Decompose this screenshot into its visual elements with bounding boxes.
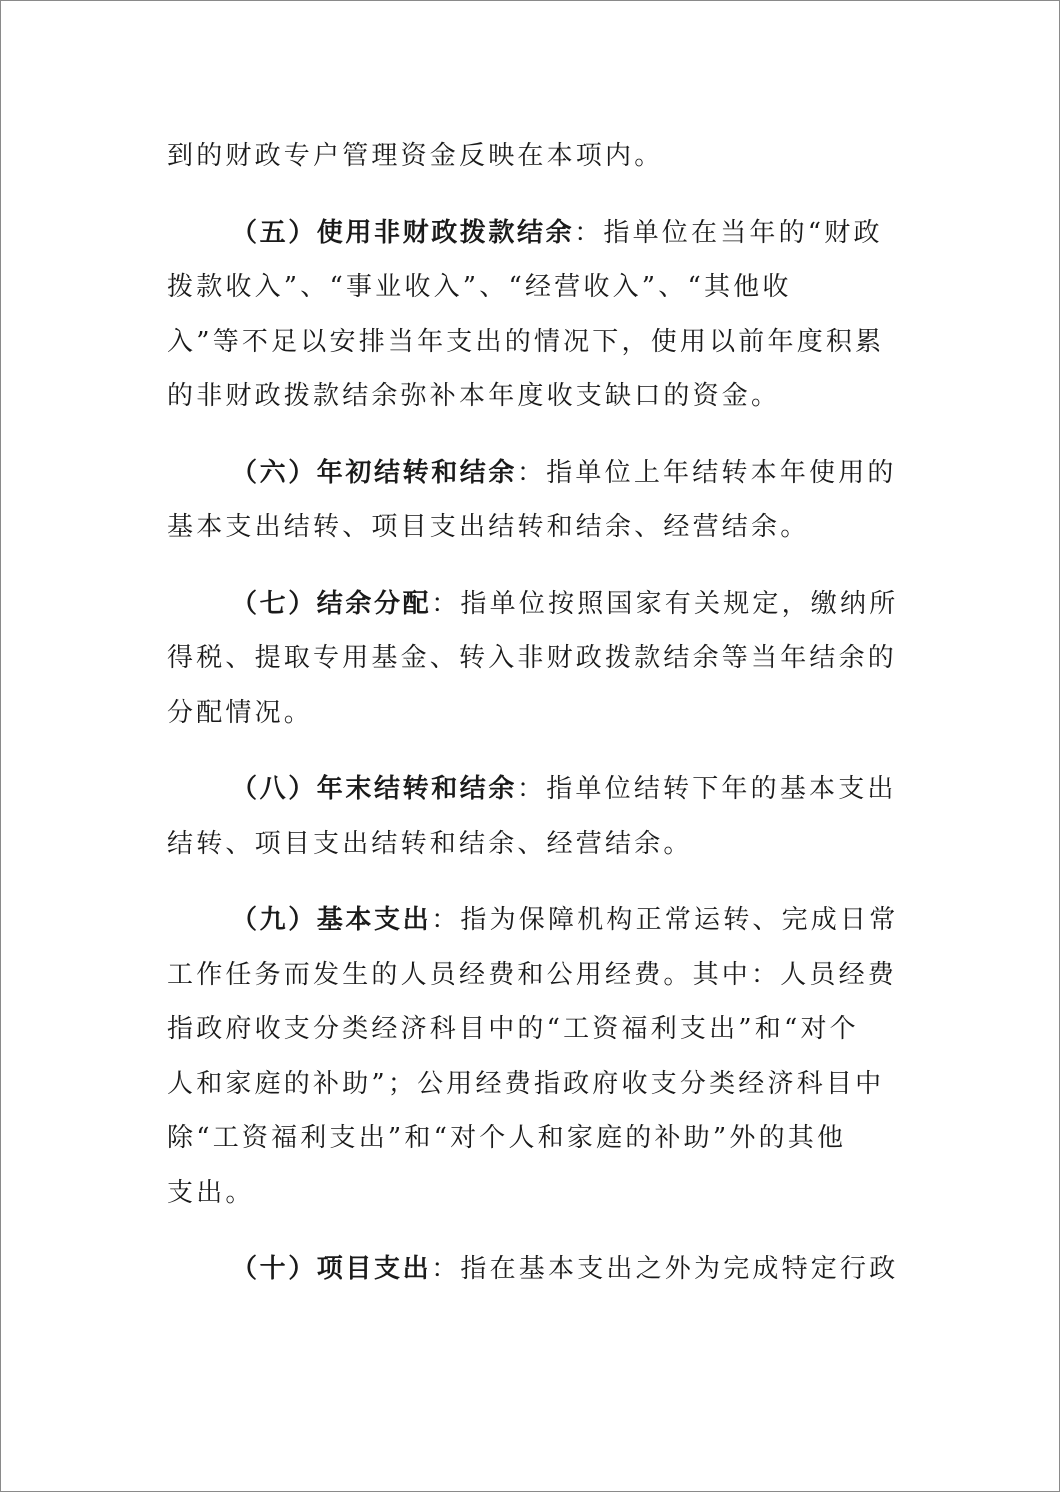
paragraph-first-line — [167, 206, 883, 261]
text-line: 指政府收支分类经济科目中的“工资福利支出”和“对个 — [167, 1014, 859, 1044]
text-line: 的非财政拨款结余弥补本年度收支缺口的资金。 — [167, 381, 781, 411]
item-heading: （六）年初结转和结余 — [231, 457, 518, 488]
item-text: ：指在基本支出之外为完成特定行政 — [431, 1254, 899, 1284]
paragraph-item-5 — [167, 206, 885, 424]
paragraph-item-6 — [167, 446, 897, 555]
text-line: 入”等不足以安排当年支出的情况下，使用以前年度积累 — [167, 326, 885, 357]
item-text: ：指单位按照国家有关规定，缴纳所 — [431, 588, 899, 619]
item-text: ：指为保障机构正常运转、完成日常 — [431, 905, 899, 935]
item-heading: （八）年末结转和结余 — [231, 774, 518, 804]
paragraph-item-8 — [167, 762, 897, 871]
text-line: 结转、项目支出结转和结余、经营结余。 — [167, 828, 693, 859]
text-line: 得税、提取专用基金、转入非财政拨款结余等当年结余的 — [167, 643, 898, 673]
text-line: 拨款收入”、“事业收入”、“经营收入”、“其他收 — [167, 272, 792, 302]
paragraph-first-line — [167, 1242, 899, 1297]
text-line: 分配情况。 — [167, 697, 314, 728]
text-line: 到的财政专户管理资金反映在本项内。 — [167, 141, 664, 171]
text-line: 除“工资福利支出”和“对个人和家庭的补助”外的其他 — [167, 1123, 847, 1153]
document-body — [167, 129, 899, 1297]
paragraph-first-line — [167, 893, 899, 948]
paragraph-item-9 — [167, 893, 899, 1220]
item-heading: （九）基本支出 — [231, 905, 432, 935]
item-heading: （十）项目支出 — [231, 1254, 432, 1284]
paragraph-item-10 — [167, 1242, 899, 1297]
item-heading: （七）结余分配 — [231, 588, 432, 619]
paragraph-first-line — [167, 762, 897, 817]
text-line: 支出。 — [167, 1177, 255, 1208]
text-line: 工作任务而发生的人员经费和公用经费。其中：人员经费 — [167, 959, 898, 990]
paragraph-continuation — [167, 129, 869, 184]
item-text: ：指单位上年结转本年使用的 — [517, 457, 897, 488]
text-line: 基本支出结转、项目支出结转和结余、经营结余。 — [167, 512, 810, 542]
text-line: 人和家庭的补助”；公用经费指政府收支分类经济科目中 — [167, 1068, 885, 1099]
paragraph-first-line — [167, 577, 899, 632]
item-text: ：指单位结转下年的基本支出 — [517, 774, 897, 804]
item-heading: （五）使用非财政拨款结余 — [231, 217, 575, 248]
paragraph-first-line — [167, 446, 897, 501]
item-text: ：指单位在当年的“财政 — [574, 217, 883, 248]
paragraph-item-7 — [167, 577, 899, 741]
